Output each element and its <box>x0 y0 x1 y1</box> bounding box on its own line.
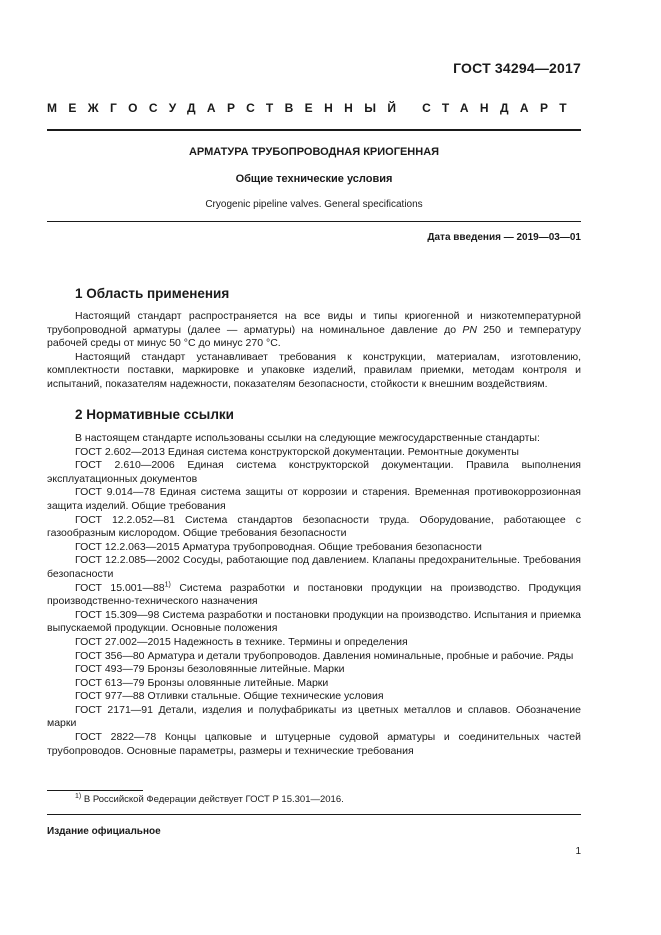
footnote-reference[interactable]: 1) <box>164 581 171 589</box>
reference-item: ГОСТ 12.2.052—81 Система стандартов безопасности труда. Оборудование, работающее с газообразным кислородом. Общие требования безопасности <box>47 513 581 540</box>
reference-item <box>47 582 581 609</box>
footnote-mark: 1) <box>75 792 82 800</box>
header-divider <box>47 129 581 131</box>
pn-symbol: PN <box>462 323 477 336</box>
reference-item: ГОСТ 12.2.085—2002 Сосуды, работающие под давлением. Клапаны предохранительные. Требования безопасности <box>47 554 581 580</box>
footer-divider <box>47 814 581 815</box>
reference-item: ГОСТ 977—88 Отливки стальные. Общие технические условия <box>75 690 384 703</box>
section-1-body <box>47 310 581 392</box>
section-2-heading: 2 Нормативные ссылки <box>75 407 234 422</box>
footnote <box>75 794 344 805</box>
title-divider <box>47 221 581 222</box>
reference-item: ГОСТ 2171—91 Детали, изделия и полуфабрикаты из цветных металлов и сплавов. Обозначение марки <box>47 703 581 730</box>
section-1-heading: 1 Область применения <box>75 286 230 301</box>
reference-item: ГОСТ 15.309—98 Система разработки и постановки продукции на производство. Испытания и приемка выпускаемой продукции. Основные положения <box>47 608 581 635</box>
reference-item: ГОСТ 27.002—2015 Надежность в технике. Термины и определения <box>75 635 408 648</box>
reference-item: ГОСТ 9.014—78 Единая система защиты от коррозии и старения. Временная противокоррозионная защита изделий. Общие требования <box>47 486 581 512</box>
reference-item: ГОСТ 2822—78 Концы цапковые и штуцерные судовой арматуры и соединительных частей трубопроводов. Основные параметры, размеры и технические требования <box>47 731 581 757</box>
english-title: Cryogenic pipeline valves. General specifications <box>205 199 423 210</box>
page-number: 1 <box>575 846 581 857</box>
reference-item: ГОСТ 12.2.063—2015 Арматура трубопроводная. Общие требования безопасности <box>75 540 482 553</box>
section-2-body <box>47 432 581 758</box>
official-edition-label: Издание официальное <box>47 826 161 837</box>
reference-item: ГОСТ 2.610—2006 Единая система конструкторской документации. Правила выполнения эксплуатационных документов <box>47 459 581 485</box>
document-title: АРМАТУРА ТРУБОПРОВОДНАЯ КРИОГЕННАЯ <box>188 146 440 158</box>
introduction-date: Дата введения — 2019—03—01 <box>427 232 581 243</box>
document-id: ГОСТ 34294—2017 <box>453 60 581 76</box>
reference-item: ГОСТ 613—79 Бронзы оловянные литейные. Марки <box>75 676 329 689</box>
reference-item: ГОСТ 2.602—2013 Единая система конструкторской документации. Ремонтные документы <box>75 445 519 458</box>
interstate-standard-label: МЕЖГОСУДАРСТВЕННЫЙ СТАНДАРТ <box>47 101 578 115</box>
text: 250 и температуру рабочей среды от минус 50 °С до минус 270 °С. <box>47 323 582 350</box>
text: Система разработки и постановки продукции на производство. Продукция производственно-технического назначения <box>47 581 582 608</box>
text: Настоящий стандарт распространяется на все виды и типы криогенной и низкотемпературной трубопроводной арматуры (далее — арматуры) на номинальное давление до <box>47 310 581 336</box>
reference-item: ГОСТ 493—79 Бронзы безоловянные литейные. Марки <box>75 663 345 676</box>
footnote-divider <box>47 790 143 791</box>
paragraph: В настоящем стандарте использованы ссылки на следующие межгосударственные стандарты: <box>75 432 540 444</box>
paragraph <box>47 310 581 351</box>
reference-item: ГОСТ 356—80 Арматура и детали трубопроводов. Давления номинальные, пробные и рабочие. Ряды <box>75 649 574 662</box>
text: ГОСТ 15.001—88 <box>75 581 165 594</box>
footnote-text: В Российской Федерации действует ГОСТ Р 15.301—2016. <box>81 794 344 805</box>
paragraph: Настоящий стандарт устанавливает требования к конструкции, материалам, изготовлению, комплектности поставки, маркировке и упаковке изделий, правилам приемки, методам контроля и испытаний, показателям надежности, показателям безопасности, стойкости к внешним воздействиям. <box>47 350 581 390</box>
document-subtitle: Общие технические условия <box>235 173 393 185</box>
